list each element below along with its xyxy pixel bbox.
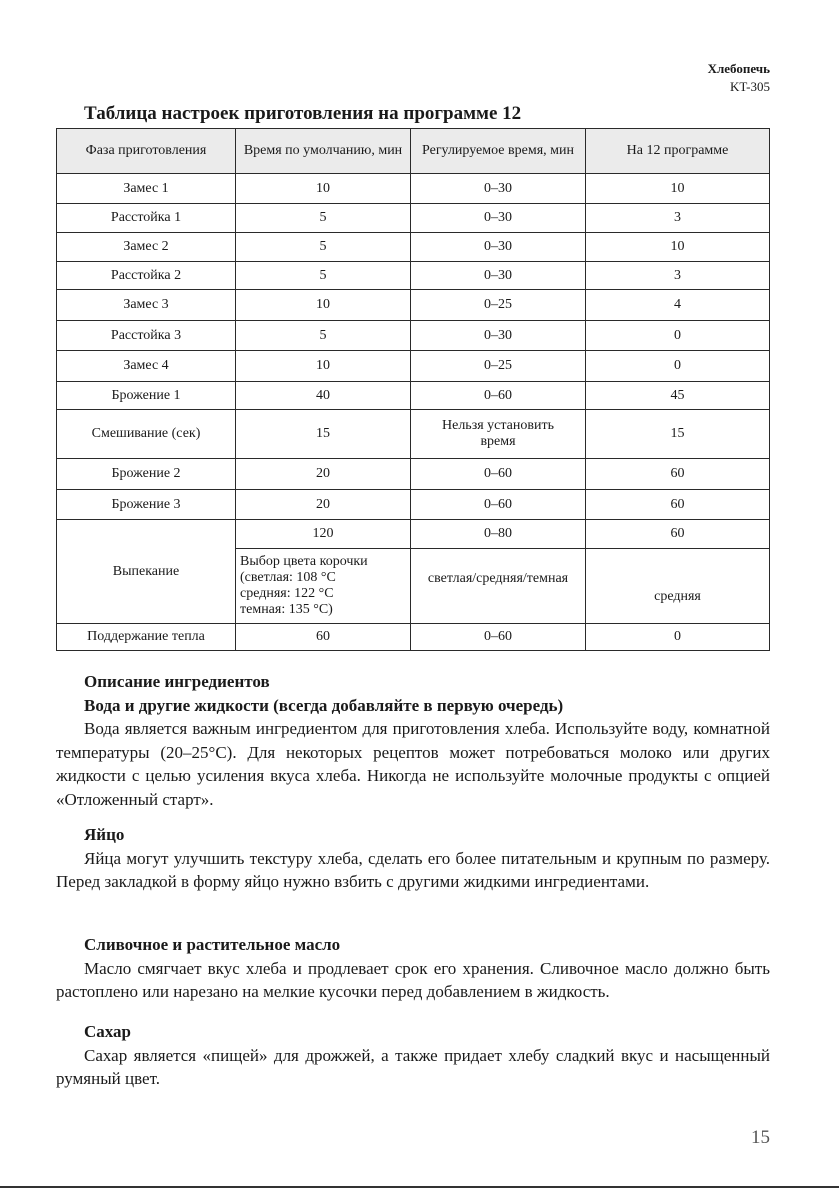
- table-cell: 0–25: [411, 290, 586, 321]
- table-row: [57, 204, 770, 233]
- section-heading: Яйцо: [84, 825, 125, 844]
- table-cell: Нельзя установить время: [411, 410, 586, 459]
- section-egg: [56, 823, 770, 894]
- table-cell: 5: [236, 233, 411, 262]
- table-cell: 120: [236, 520, 411, 549]
- table-row: [57, 624, 770, 651]
- table-cell: 3: [586, 262, 770, 290]
- table-cell: 0–30: [411, 204, 586, 233]
- table-cell: 0: [586, 624, 770, 651]
- crust-line: (светлая: 108 °С: [240, 570, 336, 585]
- table-cell: 5: [236, 204, 411, 233]
- table-cell: светлая/средняя/темная: [411, 549, 586, 624]
- table-row: [57, 321, 770, 351]
- page-number: 15: [751, 1127, 770, 1148]
- page-bottom-rule: [0, 1186, 839, 1188]
- table-cell: 60: [586, 520, 770, 549]
- table-cell: 0–60: [411, 459, 586, 490]
- table-cell: 20: [236, 459, 411, 490]
- model-number: KT-305: [730, 79, 770, 94]
- table-row: [57, 262, 770, 290]
- table-cell: Замес 3: [57, 290, 236, 321]
- table-row: [57, 382, 770, 410]
- table-row: [57, 174, 770, 204]
- table-cell: Брожение 3: [57, 490, 236, 520]
- table-cell: 15: [236, 410, 411, 459]
- table-cell: Брожение 1: [57, 382, 236, 410]
- section-sugar: [56, 1020, 770, 1091]
- table-cell: Замес 1: [57, 174, 236, 204]
- table-cell: Замес 4: [57, 351, 236, 382]
- table-cell: 0: [586, 321, 770, 351]
- table-cell-baking-label: Выпекание: [57, 520, 236, 624]
- table-row: [57, 233, 770, 262]
- table-cell: 10: [586, 174, 770, 204]
- section-heading: Описание ингредиентов: [84, 672, 270, 691]
- column-header: Фаза приготовления: [57, 129, 236, 174]
- table-cell: 0: [586, 351, 770, 382]
- product-name: Хлебопечь: [707, 61, 770, 76]
- running-header: [708, 60, 770, 96]
- crust-line: Выбор цвета корочки: [240, 554, 368, 569]
- crust-line: темная: 135 °С): [240, 602, 333, 617]
- table-cell: 0–60: [411, 382, 586, 410]
- table-cell: Поддержание тепла: [57, 624, 236, 651]
- table-title: Таблица настроек приготовления на программе 12: [84, 103, 522, 124]
- table-cell: 60: [586, 459, 770, 490]
- table-row: [57, 351, 770, 382]
- table-cell: 60: [586, 490, 770, 520]
- table-cell: 0–60: [411, 624, 586, 651]
- table-cell: 40: [236, 382, 411, 410]
- table-cell: 60: [236, 624, 411, 651]
- section-paragraph: Масло смягчает вкус хлеба и продлевает срок его хранения. Сливочное масло должно быть растоплено или нарезано на мелкие кусочки перед добавлением в жидкость.: [56, 958, 770, 1001]
- table-row: [57, 290, 770, 321]
- table-cell: 10: [236, 174, 411, 204]
- table-cell: 0–30: [411, 321, 586, 351]
- section-heading: Сливочное и растительное масло: [84, 935, 341, 954]
- table-cell: Замес 2: [57, 233, 236, 262]
- table-cell: 0–30: [411, 174, 586, 204]
- table-cell: 5: [236, 321, 411, 351]
- section-heading: Сахар: [84, 1022, 132, 1041]
- table-cell: Расстойка 3: [57, 321, 236, 351]
- section-butter: [56, 933, 770, 1004]
- section-subheading: Вода и другие жидкости (всегда добавляйте в первую очередь): [84, 695, 564, 715]
- section-paragraph: Сахар является «пищей» для дрожжей, а также придает хлебу сладкий вкус и насыщенный румяный цвет.: [56, 1045, 770, 1088]
- table-header-row: [57, 129, 770, 174]
- table-cell: 0–60: [411, 490, 586, 520]
- table-cell: Смешивание (сек): [57, 410, 236, 459]
- table-cell: 0–30: [411, 233, 586, 262]
- table-row: [57, 459, 770, 490]
- table-cell: 20: [236, 490, 411, 520]
- table-body: [57, 174, 770, 651]
- table-cell: 45: [586, 382, 770, 410]
- table-cell: 10: [236, 351, 411, 382]
- column-header: Регулируемое время, мин: [411, 129, 586, 174]
- table-cell: Брожение 2: [57, 459, 236, 490]
- table-cell: 3: [586, 204, 770, 233]
- table-cell: 10: [586, 233, 770, 262]
- table-row: [57, 520, 770, 549]
- table-cell: 10: [236, 290, 411, 321]
- table-cell: средняя: [586, 549, 770, 624]
- table-row: [57, 490, 770, 520]
- table-cell: Расстойка 2: [57, 262, 236, 290]
- settings-table: [56, 128, 770, 651]
- table-cell: 5: [236, 262, 411, 290]
- table-cell: 0–80: [411, 520, 586, 549]
- table-cell: 4: [586, 290, 770, 321]
- table-cell: 0–25: [411, 351, 586, 382]
- table-cell: 15: [586, 410, 770, 459]
- crust-line: средняя: 122 °С: [240, 586, 334, 601]
- table-cell-crust-color: [236, 549, 411, 624]
- table-row: [57, 410, 770, 459]
- column-header: На 12 программе: [586, 129, 770, 174]
- section-water: [56, 670, 770, 811]
- column-header: Время по умолчанию, мин: [236, 129, 411, 174]
- table-cell: Расстойка 1: [57, 204, 236, 233]
- section-paragraph: Яйца могут улучшить текстуру хлеба, сделать его более питательным и крупным по размеру. Перед закладкой в форму яйцо нужно взбить с другими жидкими ингредиентами.: [56, 848, 770, 891]
- section-paragraph: Вода является важным ингредиентом для приготовления хлеба. Используйте воду, комнатной температуры (20–25°С). Для некоторых рецептов может потребоваться молоко или других жидкости с целью усиления вкуса хлеба. Никогда не используйте молочные продукты с опцией «Отложенный старт».: [56, 719, 770, 809]
- table-cell: 0–30: [411, 262, 586, 290]
